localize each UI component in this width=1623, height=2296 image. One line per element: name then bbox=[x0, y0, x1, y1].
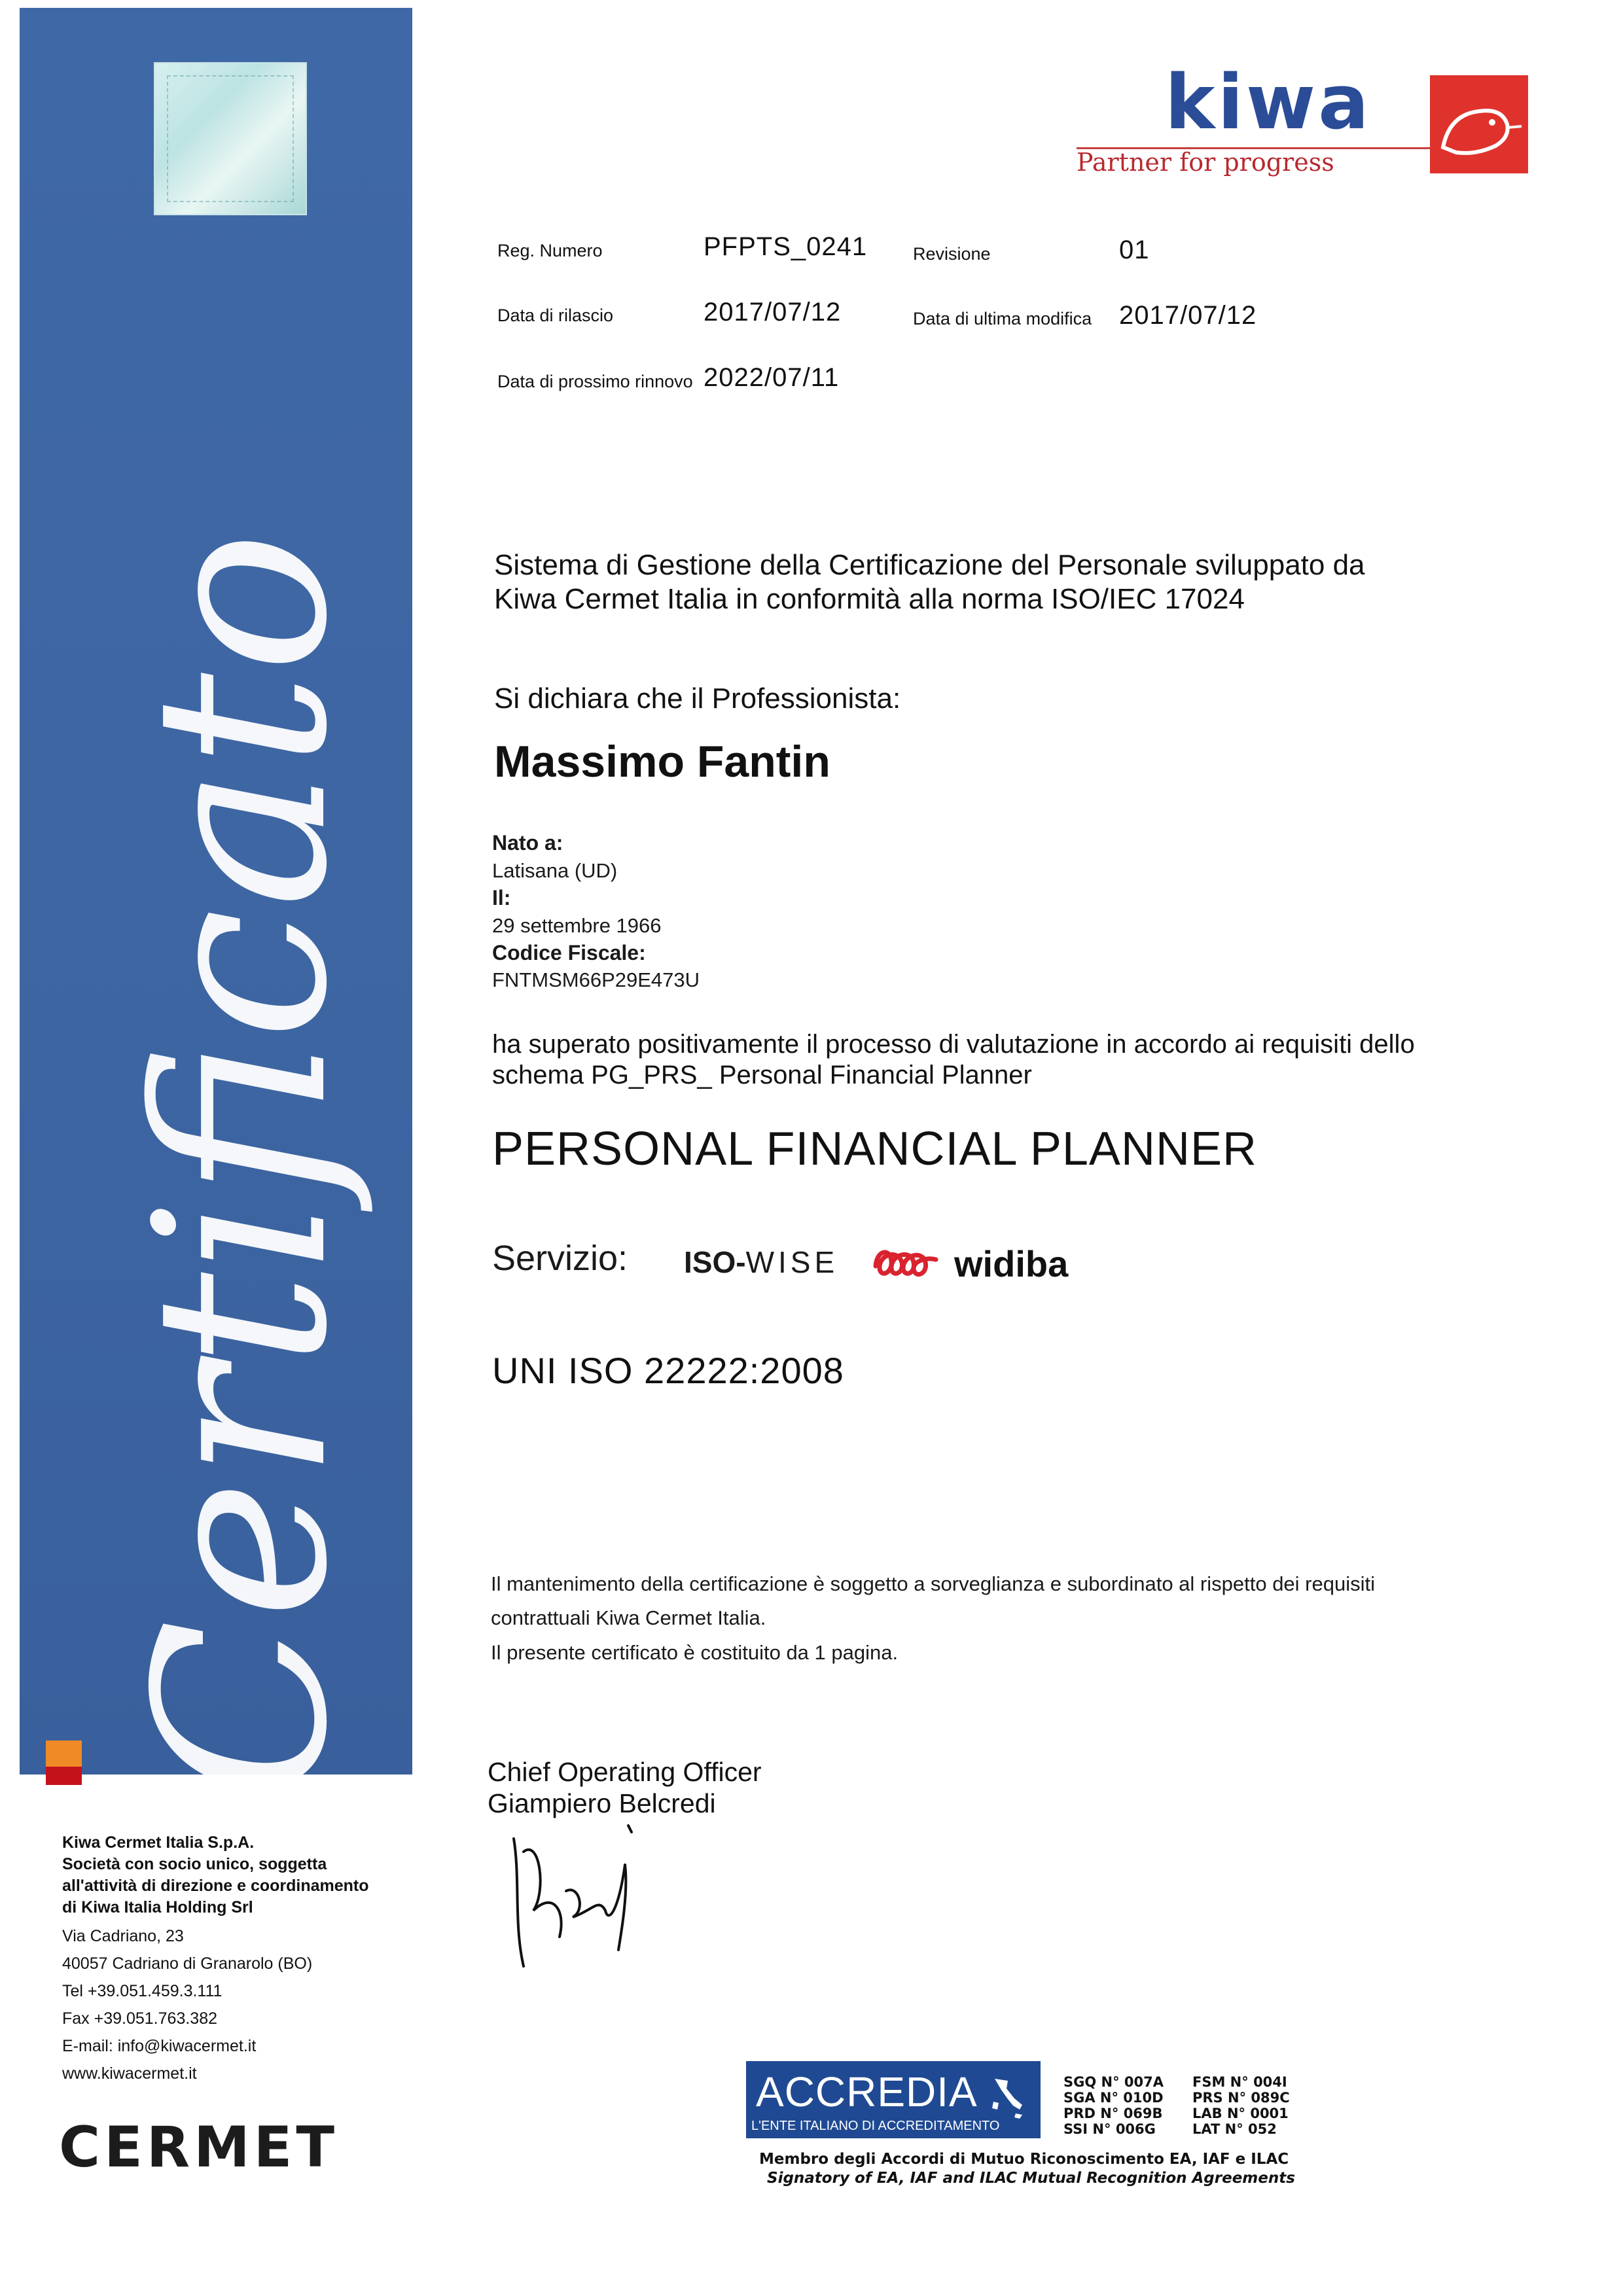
outcome-line-2: schema PG_PRS_ Personal Financial Planner bbox=[492, 1061, 1032, 1089]
cermet-logo: CERMET bbox=[59, 2115, 339, 2180]
tax-code-value: FNTMSM66P29E473U bbox=[492, 968, 700, 991]
side-band-label: Certificato bbox=[105, 531, 379, 1799]
professional-name: Massimo Fantin bbox=[494, 737, 830, 786]
accreditation-note-it: Membro degli Accordi di Mutuo Riconoscimento EA, IAF e ILAC bbox=[759, 2151, 1289, 2168]
signatory-name: Giampiero Belcredi bbox=[488, 1788, 716, 1818]
certification-title: PERSONAL FINANCIAL PLANNER bbox=[492, 1123, 1257, 1175]
widiba-logo-text: widiba bbox=[954, 1243, 1069, 1284]
company-website: www.kiwacermet.it bbox=[62, 2064, 197, 2083]
reg-number-label: Reg. Numero bbox=[497, 241, 603, 260]
company-desc-1: Società con socio unico, soggetta bbox=[62, 1855, 327, 1873]
code-lab: LAB N° 0001 bbox=[1192, 2106, 1289, 2121]
accreditation-note-en: Signatory of EA, IAF and ILAC Mutual Recognition Agreements bbox=[767, 2170, 1295, 2187]
company-tel: Tel +39.051.459.3.111 bbox=[62, 1982, 223, 2000]
birthdate-value: 29 settembre 1966 bbox=[492, 914, 662, 937]
outcome-line-1: ha superato positivamente il processo di valutazione in accordo ai requisiti dello bbox=[492, 1030, 1415, 1059]
service-label: Servizio: bbox=[492, 1239, 628, 1278]
code-lat: LAT N° 052 bbox=[1192, 2121, 1277, 2137]
code-prd: PRD N° 069B bbox=[1063, 2106, 1163, 2121]
maintenance-note-line-2: contrattuali Kiwa Cermet Italia. bbox=[491, 1606, 766, 1629]
birthplace-label: Nato a: bbox=[492, 831, 563, 855]
signatory-role: Chief Operating Officer bbox=[488, 1757, 762, 1787]
beaver-icon bbox=[1430, 75, 1528, 173]
accent-square-red bbox=[46, 1767, 82, 1785]
pages-note: Il presente certificato è costituito da 1 pagina. bbox=[491, 1641, 899, 1664]
hologram-pattern bbox=[167, 75, 294, 202]
iso-wise-suffix: WISE bbox=[745, 1245, 839, 1279]
accredia-logo-text: ACCREDIA bbox=[756, 2068, 978, 2115]
code-prs: PRS N° 089C bbox=[1192, 2090, 1290, 2106]
kiwa-logo-text: kiwa bbox=[1165, 59, 1372, 147]
italy-map-icon bbox=[988, 2075, 1027, 2121]
kiwa-tagline: Partner for progress bbox=[1077, 148, 1334, 177]
iso-wise-logo bbox=[684, 1245, 838, 1280]
accreditation-codes-right bbox=[1192, 2074, 1290, 2137]
last-modified-label: Data di ultima modifica bbox=[913, 309, 1092, 328]
accreditation-codes-left bbox=[1063, 2074, 1164, 2137]
iso-wise-prefix: ISO- bbox=[684, 1245, 746, 1279]
standard-reference: UNI ISO 22222:2008 bbox=[492, 1350, 844, 1391]
widiba-mark-icon bbox=[870, 1240, 949, 1286]
accent-square-orange bbox=[46, 1740, 82, 1767]
renewal-date-label: Data di prossimo rinnovo bbox=[497, 372, 693, 391]
declaration-text: Si dichiara che il Professionista: bbox=[494, 682, 901, 715]
reg-number-value: PFPTS_0241 bbox=[704, 232, 868, 261]
revision-value: 01 bbox=[1119, 236, 1150, 264]
revision-label: Revisione bbox=[913, 244, 991, 264]
company-desc-3: di Kiwa Italia Holding Srl bbox=[62, 1898, 253, 1916]
intro-line-1: Sistema di Gestione della Certificazione del Personale sviluppato da bbox=[494, 549, 1365, 581]
birthdate-label: Il: bbox=[492, 886, 511, 910]
code-sgq: SGQ N° 007A bbox=[1063, 2074, 1164, 2090]
tax-code-label: Codice Fiscale: bbox=[492, 941, 646, 964]
issue-date-value: 2017/07/12 bbox=[704, 298, 842, 327]
intro-line-2: Kiwa Cermet Italia in conformità alla norma ISO/IEC 17024 bbox=[494, 583, 1245, 615]
code-fsm: FSM N° 004I bbox=[1192, 2074, 1287, 2090]
birthplace-value: Latisana (UD) bbox=[492, 859, 618, 882]
company-email: E-mail: info@kiwacermet.it bbox=[62, 2037, 257, 2055]
company-city: 40057 Cadriano di Granarolo (BO) bbox=[62, 1954, 313, 1973]
issue-date-label: Data di rilascio bbox=[497, 306, 614, 325]
company-fax: Fax +39.051.763.382 bbox=[62, 2009, 217, 2028]
maintenance-note-line-1: Il mantenimento della certificazione è soggetto a sorveglianza e subordinato al rispetto dei requisiti bbox=[491, 1572, 1375, 1595]
company-name: Kiwa Cermet Italia S.p.A. bbox=[62, 1833, 255, 1852]
renewal-date-value: 2022/07/11 bbox=[704, 363, 840, 392]
code-sga: SGA N° 010D bbox=[1063, 2090, 1164, 2106]
accredia-subtitle: L'ENTE ITALIANO DI ACCREDITAMENTO bbox=[751, 2119, 1000, 2133]
code-ssi: SSI N° 006G bbox=[1063, 2121, 1156, 2137]
last-modified-value: 2017/07/12 bbox=[1119, 301, 1257, 330]
signature bbox=[494, 1812, 638, 1976]
company-street: Via Cadriano, 23 bbox=[62, 1927, 184, 1945]
company-desc-2: all'attività di direzione e coordinamento bbox=[62, 1877, 369, 1895]
